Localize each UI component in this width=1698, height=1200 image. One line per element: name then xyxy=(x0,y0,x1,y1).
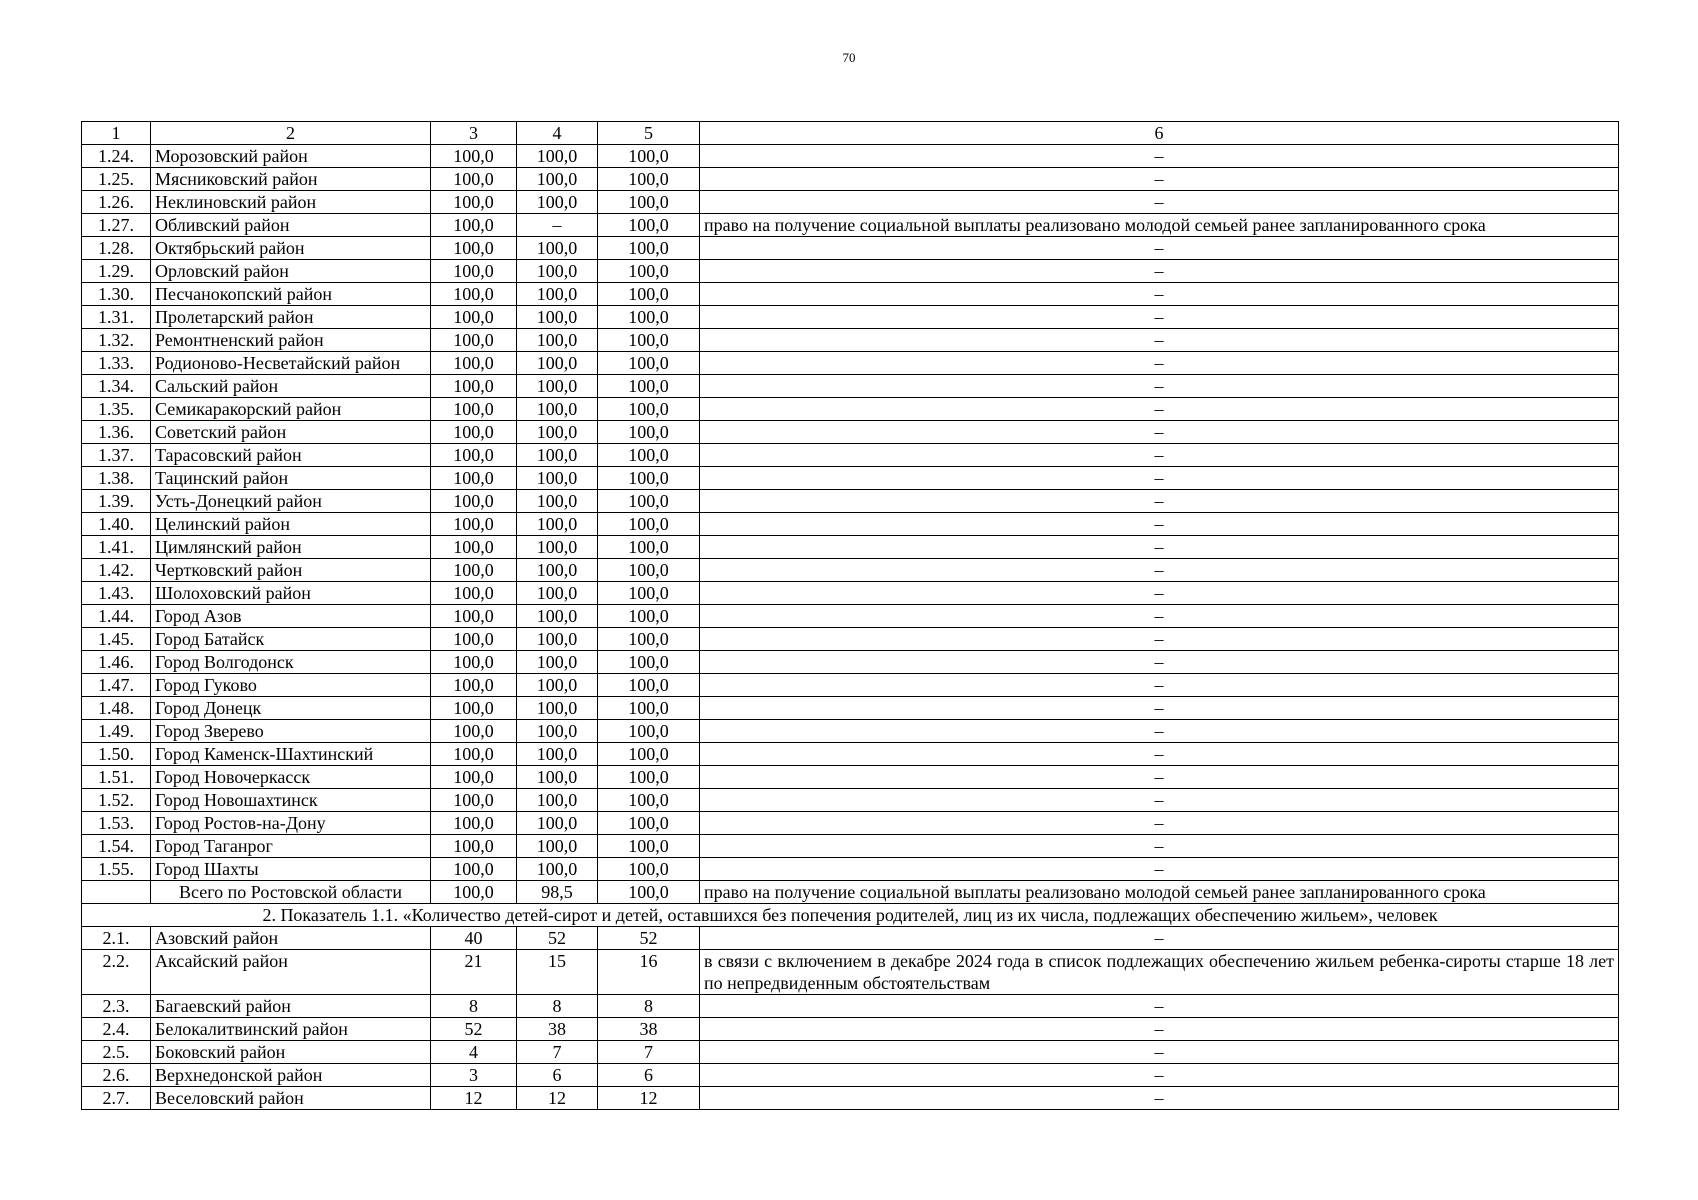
row-number: 1.38. xyxy=(82,467,151,490)
value-col3: 100,0 xyxy=(431,628,517,651)
value-col4: 100,0 xyxy=(517,513,598,536)
value-col4: 100,0 xyxy=(517,306,598,329)
row-note: – xyxy=(700,398,1619,421)
value-col3: 100,0 xyxy=(431,674,517,697)
row-note: – xyxy=(700,260,1619,283)
district-name: Орловский район xyxy=(151,260,431,283)
district-name: Обливский район xyxy=(151,214,431,237)
value-col4: 100,0 xyxy=(517,467,598,490)
row-number: 1.48. xyxy=(82,697,151,720)
value-col5: 100,0 xyxy=(598,214,700,237)
table-row xyxy=(82,812,1619,835)
row-number: 1.50. xyxy=(82,743,151,766)
row-number: 1.53. xyxy=(82,812,151,835)
row-number: 1.40. xyxy=(82,513,151,536)
row-note: – xyxy=(700,536,1619,559)
row-note: – xyxy=(700,835,1619,858)
row-number: 1.36. xyxy=(82,421,151,444)
value-col3: 100,0 xyxy=(431,398,517,421)
row-note: – xyxy=(700,283,1619,306)
section-title: 2. Показатель 1.1. «Количество детей-сирот и детей, оставшихся без попечения родителей, лиц из их числа, подлежащих обеспечению жильем», человек xyxy=(82,904,1619,927)
district-name: Белокалитвинский район xyxy=(151,1018,431,1041)
district-name: Город Батайск xyxy=(151,628,431,651)
value-col3: 3 xyxy=(431,1064,517,1087)
table-row xyxy=(82,237,1619,260)
row-number: 1.24. xyxy=(82,145,151,168)
table-row xyxy=(82,858,1619,881)
value-col4: 100,0 xyxy=(517,168,598,191)
row-note: – xyxy=(700,145,1619,168)
value-col4: 100,0 xyxy=(517,375,598,398)
value-col5: 100,0 xyxy=(598,605,700,628)
table-row xyxy=(82,674,1619,697)
value-col3: 100,0 xyxy=(431,743,517,766)
value-col3: 100,0 xyxy=(431,375,517,398)
value-col3: 40 xyxy=(431,927,517,950)
value-col5: 100,0 xyxy=(598,720,700,743)
row-number: 1.32. xyxy=(82,329,151,352)
row-number: 2.3. xyxy=(82,995,151,1018)
value-col4: 100,0 xyxy=(517,812,598,835)
value-col3: 100,0 xyxy=(431,214,517,237)
district-name: Город Волгодонск xyxy=(151,651,431,674)
row-note: – xyxy=(700,237,1619,260)
value-col5: 100,0 xyxy=(598,398,700,421)
value-col3: 100,0 xyxy=(431,283,517,306)
row-note: в связи с включением в декабре 2024 года в список подлежащих обеспечению жильем ребенка-сироты старше 18 лет по непредвиденным обстоятельствам xyxy=(700,950,1619,995)
district-name: Родионово-Несветайский район xyxy=(151,352,431,375)
row-number: 1.27. xyxy=(82,214,151,237)
row-note: – xyxy=(700,513,1619,536)
table-row xyxy=(82,513,1619,536)
value-col4: 100,0 xyxy=(517,421,598,444)
district-name: Веселовский район xyxy=(151,1087,431,1110)
value-col3: 12 xyxy=(431,1087,517,1110)
value-col3: 52 xyxy=(431,1018,517,1041)
row-note: – xyxy=(700,743,1619,766)
value-col3: 100,0 xyxy=(431,329,517,352)
value-col5: 100,0 xyxy=(598,283,700,306)
value-col3: 100,0 xyxy=(431,490,517,513)
value-col4: 100,0 xyxy=(517,582,598,605)
value-col3: 100,0 xyxy=(431,697,517,720)
value-col4: 100,0 xyxy=(517,329,598,352)
value-col5: 100,0 xyxy=(598,628,700,651)
table-row xyxy=(82,559,1619,582)
value-col5: 8 xyxy=(598,995,700,1018)
value-col3: 100,0 xyxy=(431,858,517,881)
row-number: 2.1. xyxy=(82,927,151,950)
district-name: Город Таганрог xyxy=(151,835,431,858)
row-note: – xyxy=(700,628,1619,651)
value-col4: 100,0 xyxy=(517,352,598,375)
value-col4: 100,0 xyxy=(517,260,598,283)
value-col3: 100,0 xyxy=(431,260,517,283)
table-row xyxy=(82,490,1619,513)
column-header: 1 xyxy=(82,122,151,145)
row-note: – xyxy=(700,375,1619,398)
value-col3: 100,0 xyxy=(431,720,517,743)
value-col5: 12 xyxy=(598,1087,700,1110)
row-note: – xyxy=(700,582,1619,605)
value-col5: 100,0 xyxy=(598,375,700,398)
district-name: Город Ростов-на-Дону xyxy=(151,812,431,835)
table-row xyxy=(82,605,1619,628)
value-col5: 100,0 xyxy=(598,260,700,283)
district-name: Город Шахты xyxy=(151,858,431,881)
row-note: – xyxy=(700,168,1619,191)
value-col5: 100,0 xyxy=(598,513,700,536)
row-note: – xyxy=(700,329,1619,352)
district-name: Советский район xyxy=(151,421,431,444)
report-table-body xyxy=(82,122,1619,1110)
table-row xyxy=(82,835,1619,858)
value-col5: 100,0 xyxy=(598,697,700,720)
value-col4: 100,0 xyxy=(517,789,598,812)
value-col3: 100,0 xyxy=(431,168,517,191)
table-row xyxy=(82,306,1619,329)
value-col4: 100,0 xyxy=(517,743,598,766)
value-col5: 100,0 xyxy=(598,651,700,674)
row-note: – xyxy=(700,812,1619,835)
table-row xyxy=(82,398,1619,421)
table-row xyxy=(82,168,1619,191)
row-note: – xyxy=(700,352,1619,375)
row-note: – xyxy=(700,858,1619,881)
value-col4: 6 xyxy=(517,1064,598,1087)
value-col4: 100,0 xyxy=(517,559,598,582)
district-name: Верхнедонской район xyxy=(151,1064,431,1087)
district-name: Город Зверево xyxy=(151,720,431,743)
district-name: Город Новошахтинск xyxy=(151,789,431,812)
row-note: право на получение социальной выплаты реализовано молодой семьей ранее запланированного срока xyxy=(700,881,1619,904)
row-number: 1.28. xyxy=(82,237,151,260)
district-name: Морозовский район xyxy=(151,145,431,168)
table-row xyxy=(82,467,1619,490)
value-col5: 100,0 xyxy=(598,329,700,352)
value-col3: 100,0 xyxy=(431,651,517,674)
district-name: Чертковский район xyxy=(151,559,431,582)
row-note: – xyxy=(700,1041,1619,1064)
row-number: 2.7. xyxy=(82,1087,151,1110)
row-number: 1.33. xyxy=(82,352,151,375)
value-col3: 100,0 xyxy=(431,812,517,835)
district-name: Боковский район xyxy=(151,1041,431,1064)
value-col5: 100,0 xyxy=(598,766,700,789)
row-number: 2.6. xyxy=(82,1064,151,1087)
row-note: – xyxy=(700,605,1619,628)
value-col4: 100,0 xyxy=(517,720,598,743)
table-row xyxy=(82,421,1619,444)
value-col4: 100,0 xyxy=(517,674,598,697)
district-name: Город Новочеркасск xyxy=(151,766,431,789)
district-name: Цимлянский район xyxy=(151,536,431,559)
value-col3: 100,0 xyxy=(431,191,517,214)
table-row xyxy=(82,651,1619,674)
value-col4: 100,0 xyxy=(517,858,598,881)
row-number: 1.25. xyxy=(82,168,151,191)
table-row xyxy=(82,950,1619,995)
table-row xyxy=(82,375,1619,398)
column-header: 5 xyxy=(598,122,700,145)
value-col3: 100,0 xyxy=(431,559,517,582)
table-row xyxy=(82,536,1619,559)
column-header: 4 xyxy=(517,122,598,145)
value-col4: 100,0 xyxy=(517,398,598,421)
value-col4: 12 xyxy=(517,1087,598,1110)
value-col4: 8 xyxy=(517,995,598,1018)
table-row xyxy=(82,995,1619,1018)
value-col5: 100,0 xyxy=(598,168,700,191)
row-number: 1.41. xyxy=(82,536,151,559)
value-col4: 100,0 xyxy=(517,697,598,720)
table-row xyxy=(82,283,1619,306)
value-col3: 100,0 xyxy=(431,421,517,444)
row-note: – xyxy=(700,467,1619,490)
column-header: 3 xyxy=(431,122,517,145)
value-col5: 100,0 xyxy=(598,145,700,168)
district-name: Октябрьский район xyxy=(151,237,431,260)
value-col5: 100,0 xyxy=(598,237,700,260)
district-name: Город Азов xyxy=(151,605,431,628)
column-header: 2 xyxy=(151,122,431,145)
row-note: – xyxy=(700,697,1619,720)
row-number: 1.46. xyxy=(82,651,151,674)
row-note: – xyxy=(700,559,1619,582)
table-row xyxy=(82,352,1619,375)
value-col4: 98,5 xyxy=(517,881,598,904)
value-col5: 100,0 xyxy=(598,674,700,697)
row-number xyxy=(82,881,151,904)
row-number: 2.4. xyxy=(82,1018,151,1041)
table-row xyxy=(82,1018,1619,1041)
table-row xyxy=(82,444,1619,467)
value-col4: 100,0 xyxy=(517,237,598,260)
value-col5: 100,0 xyxy=(598,743,700,766)
value-col5: 100,0 xyxy=(598,559,700,582)
row-note: – xyxy=(700,995,1619,1018)
table-header-row xyxy=(82,122,1619,145)
value-col4: 38 xyxy=(517,1018,598,1041)
value-col4: 100,0 xyxy=(517,835,598,858)
value-col5: 100,0 xyxy=(598,582,700,605)
table-row xyxy=(82,191,1619,214)
row-note: – xyxy=(700,444,1619,467)
value-col5: 100,0 xyxy=(598,835,700,858)
value-col4: 100,0 xyxy=(517,444,598,467)
value-col5: 38 xyxy=(598,1018,700,1041)
table-row xyxy=(82,628,1619,651)
table-row xyxy=(82,697,1619,720)
value-col5: 100,0 xyxy=(598,789,700,812)
row-note: – xyxy=(700,1087,1619,1110)
district-name: Мясниковский район xyxy=(151,168,431,191)
value-col3: 100,0 xyxy=(431,835,517,858)
value-col5: 100,0 xyxy=(598,191,700,214)
table-row xyxy=(82,927,1619,950)
row-number: 1.43. xyxy=(82,582,151,605)
table-row xyxy=(82,720,1619,743)
value-col4: – xyxy=(517,214,598,237)
district-name: Багаевский район xyxy=(151,995,431,1018)
row-note: – xyxy=(700,766,1619,789)
value-col4: 100,0 xyxy=(517,490,598,513)
row-note: – xyxy=(700,421,1619,444)
column-header: 6 xyxy=(700,122,1619,145)
value-col3: 100,0 xyxy=(431,513,517,536)
value-col5: 100,0 xyxy=(598,812,700,835)
table-row xyxy=(82,1064,1619,1087)
value-col3: 100,0 xyxy=(431,237,517,260)
row-note: – xyxy=(700,1064,1619,1087)
table-row xyxy=(82,145,1619,168)
value-col4: 100,0 xyxy=(517,651,598,674)
row-number: 1.30. xyxy=(82,283,151,306)
value-col4: 7 xyxy=(517,1041,598,1064)
row-note: – xyxy=(700,789,1619,812)
row-number: 1.26. xyxy=(82,191,151,214)
value-col4: 100,0 xyxy=(517,536,598,559)
row-note: право на получение социальной выплаты реализовано молодой семьей ранее запланированного срока xyxy=(700,214,1619,237)
value-col4: 100,0 xyxy=(517,145,598,168)
district-name: Тацинский район xyxy=(151,467,431,490)
district-name: Целинский район xyxy=(151,513,431,536)
value-col5: 100,0 xyxy=(598,444,700,467)
value-col4: 100,0 xyxy=(517,766,598,789)
value-col5: 100,0 xyxy=(598,536,700,559)
value-col3: 100,0 xyxy=(431,605,517,628)
row-number: 1.34. xyxy=(82,375,151,398)
value-col5: 7 xyxy=(598,1041,700,1064)
page-number: 70 xyxy=(842,50,856,65)
value-col5: 6 xyxy=(598,1064,700,1087)
value-col3: 100,0 xyxy=(431,352,517,375)
value-col5: 100,0 xyxy=(598,352,700,375)
row-note: – xyxy=(700,191,1619,214)
district-name: Сальский район xyxy=(151,375,431,398)
row-number: 2.2. xyxy=(82,950,151,995)
table-row xyxy=(82,1041,1619,1064)
row-number: 1.42. xyxy=(82,559,151,582)
table-row xyxy=(82,1087,1619,1110)
value-col5: 100,0 xyxy=(598,858,700,881)
row-number: 1.55. xyxy=(82,858,151,881)
value-col5: 100,0 xyxy=(598,421,700,444)
value-col4: 15 xyxy=(517,950,598,995)
value-col3: 100,0 xyxy=(431,789,517,812)
value-col4: 100,0 xyxy=(517,191,598,214)
district-name: Пролетарский район xyxy=(151,306,431,329)
row-number: 1.31. xyxy=(82,306,151,329)
value-col5: 100,0 xyxy=(598,881,700,904)
value-col3: 100,0 xyxy=(431,467,517,490)
value-col4: 100,0 xyxy=(517,605,598,628)
table-row xyxy=(82,582,1619,605)
report-table xyxy=(81,121,1619,1110)
value-col3: 100,0 xyxy=(431,444,517,467)
row-number: 1.52. xyxy=(82,789,151,812)
value-col3: 8 xyxy=(431,995,517,1018)
value-col5: 100,0 xyxy=(598,490,700,513)
row-number: 1.39. xyxy=(82,490,151,513)
district-name: Город Донецк xyxy=(151,697,431,720)
row-note: – xyxy=(700,651,1619,674)
table-row xyxy=(82,214,1619,237)
district-name: Ремонтненский район xyxy=(151,329,431,352)
row-number: 1.49. xyxy=(82,720,151,743)
row-number: 1.29. xyxy=(82,260,151,283)
table-row xyxy=(82,766,1619,789)
value-col5: 16 xyxy=(598,950,700,995)
value-col3: 100,0 xyxy=(431,306,517,329)
row-number: 1.51. xyxy=(82,766,151,789)
district-name: Всего по Ростовской области xyxy=(151,881,431,904)
district-name: Семикаракорский район xyxy=(151,398,431,421)
row-number: 1.45. xyxy=(82,628,151,651)
value-col5: 52 xyxy=(598,927,700,950)
value-col3: 100,0 xyxy=(431,536,517,559)
row-number: 1.37. xyxy=(82,444,151,467)
district-name: Тарасовский район xyxy=(151,444,431,467)
section-row xyxy=(82,904,1619,927)
row-number: 1.44. xyxy=(82,605,151,628)
value-col3: 100,0 xyxy=(431,766,517,789)
value-col3: 100,0 xyxy=(431,881,517,904)
table-row xyxy=(82,789,1619,812)
value-col3: 21 xyxy=(431,950,517,995)
row-note: – xyxy=(700,1018,1619,1041)
row-note: – xyxy=(700,720,1619,743)
value-col4: 100,0 xyxy=(517,628,598,651)
row-number: 1.47. xyxy=(82,674,151,697)
district-name: Город Гуково xyxy=(151,674,431,697)
row-note: – xyxy=(700,490,1619,513)
value-col3: 100,0 xyxy=(431,582,517,605)
district-name: Город Каменск-Шахтинский xyxy=(151,743,431,766)
table-row xyxy=(82,329,1619,352)
district-name: Неклиновский район xyxy=(151,191,431,214)
district-name: Песчанокопский район xyxy=(151,283,431,306)
row-number: 1.35. xyxy=(82,398,151,421)
row-number: 2.5. xyxy=(82,1041,151,1064)
district-name: Шолоховский район xyxy=(151,582,431,605)
district-name: Усть-Донецкий район xyxy=(151,490,431,513)
row-note: – xyxy=(700,674,1619,697)
table-row xyxy=(82,260,1619,283)
value-col5: 100,0 xyxy=(598,467,700,490)
total-row xyxy=(82,881,1619,904)
row-note: – xyxy=(700,306,1619,329)
table-row xyxy=(82,743,1619,766)
row-number: 1.54. xyxy=(82,835,151,858)
district-name: Аксайский район xyxy=(151,950,431,995)
value-col3: 100,0 xyxy=(431,145,517,168)
district-name: Азовский район xyxy=(151,927,431,950)
value-col3: 4 xyxy=(431,1041,517,1064)
value-col4: 100,0 xyxy=(517,283,598,306)
value-col4: 52 xyxy=(517,927,598,950)
row-note: – xyxy=(700,927,1619,950)
value-col5: 100,0 xyxy=(598,306,700,329)
